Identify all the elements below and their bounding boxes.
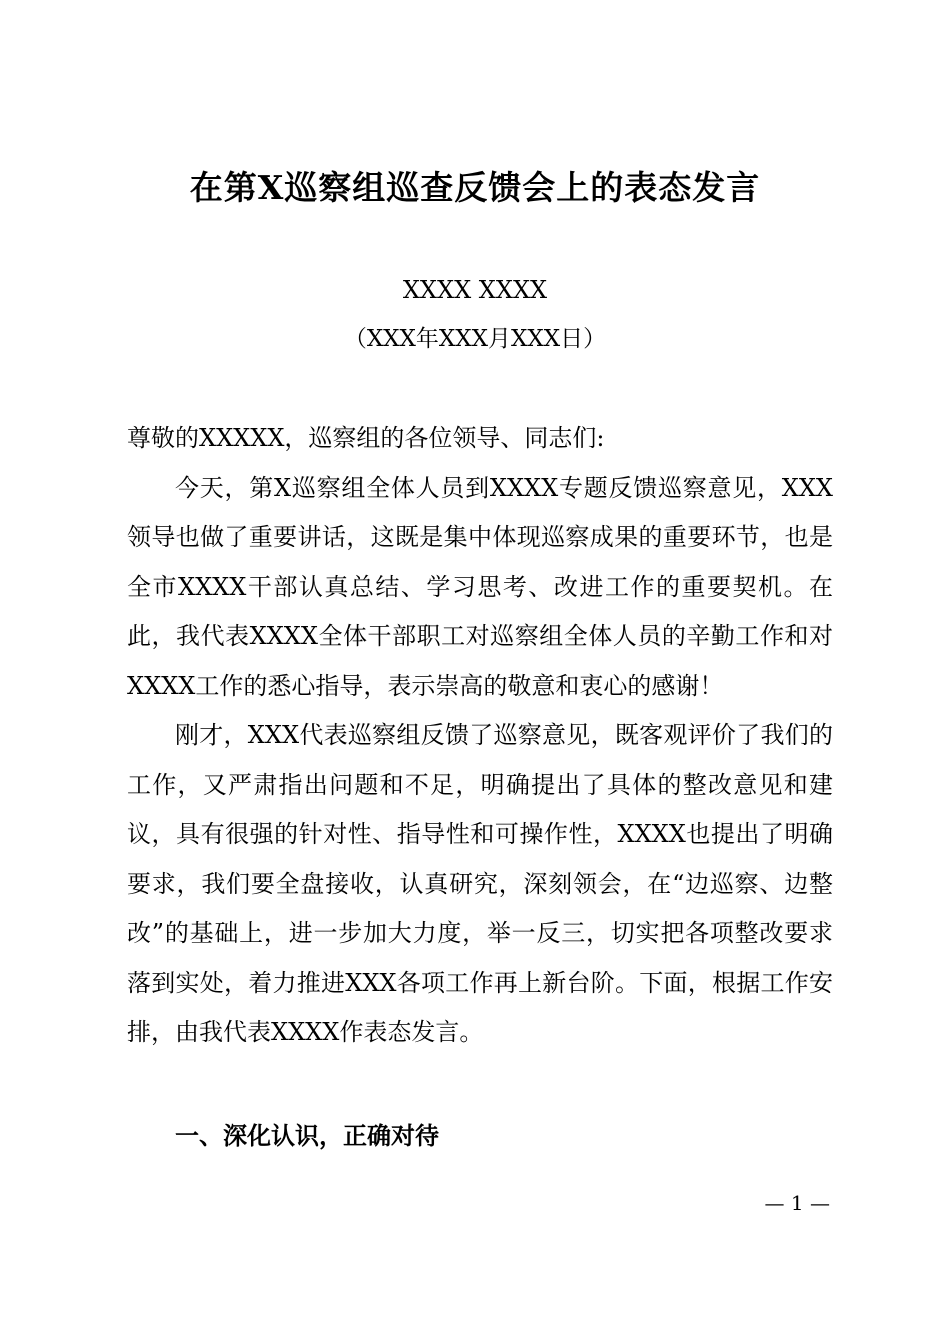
page-number: — 1 —: [764, 1191, 830, 1215]
paragraph: 今天，第X巡察组全体人员到XXXX专题反馈巡察意见，XXX领导也做了重要讲话，这既是集中体现巡察成果的重要环节，也是全市XXXX干部认真总结、学习思考、改进工作的重要契机。在此，我代表XXXX全体干部职工对巡察组全体人员的辛勤工作和对XXXX工作的悉心指导，表示崇高的敬意和衷心的感谢！: [127, 473, 833, 700]
document-title: 在第X巡察组巡查反馈会上的表态发言: [189, 168, 761, 207]
salutation: 尊敬的XXXXX，巡察组的各位领导、同志们:: [127, 424, 605, 452]
date-line: （XXX年XXX月XXX日）: [343, 326, 607, 352]
section-heading: 一、深化认识，正确对待: [175, 1122, 439, 1150]
paragraph: 刚才，XXX代表巡察组反馈了巡察意见，既客观评价了我们的工作，又严肃指出问题和不足，明确提出了具体的整改意见和建议，具有很强的针对性、指导性和可操作性，XXXX也提出了明确要求，我们要全盘接收，认真研究，深刻领会，在“边巡察、边整改”的基础上，进一步加大力度，举一反三，切实把各项整改要求落到实处，着力推进XXX各项工作再上新台阶。下面，根据工作安排，由我代表XXXX作表态发言。: [127, 721, 833, 1046]
author-line: XXXX XXXX: [402, 276, 548, 304]
document-body: [127, 414, 833, 1058]
